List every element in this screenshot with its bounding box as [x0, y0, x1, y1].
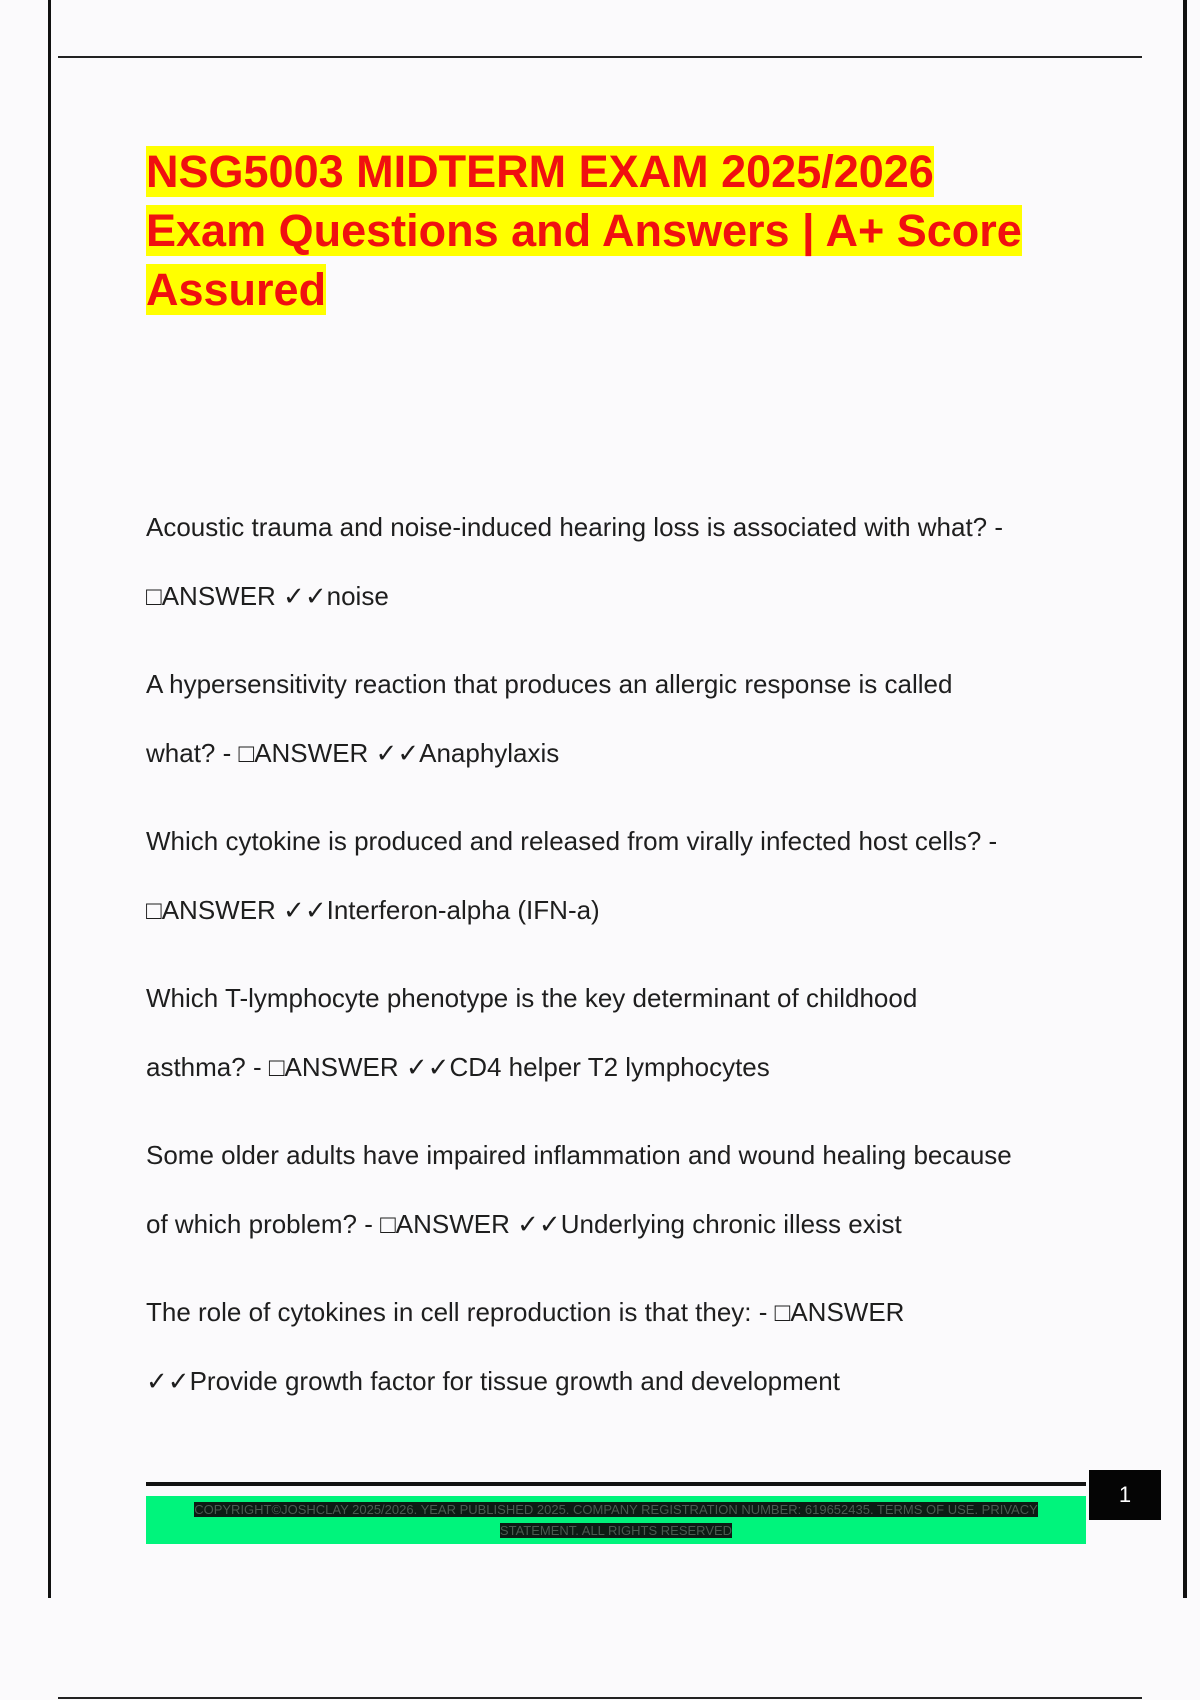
- page-border-right: [1183, 0, 1187, 1598]
- page-number: 1: [1089, 1470, 1161, 1520]
- answer-text: of which problem? - □ANSWER ✓✓Underlying chronic illess exist: [146, 1209, 902, 1239]
- answer-text: □ANSWER ✓✓Interferon-alpha (IFN-a): [146, 895, 600, 925]
- answer-text: what? - □ANSWER ✓✓Anaphylaxis: [146, 738, 560, 768]
- qa-item-2: [146, 650, 1106, 788]
- question-text: A hypersensitivity reaction that produces an allergic response is called: [146, 669, 953, 699]
- bottom-rule: [58, 1697, 1142, 1699]
- page-border-left: [48, 0, 51, 1598]
- footer-rule: [146, 1482, 1086, 1486]
- title-line-2: Exam Questions and Answers | A+ Score: [146, 205, 1022, 256]
- question-text: Which cytokine is produced and released from virally infected host cells? -: [146, 826, 998, 856]
- qa-item-6: [146, 1278, 1106, 1416]
- top-rule: [58, 56, 1142, 58]
- question-text: Some older adults have impaired inflammation and wound healing because: [146, 1140, 1012, 1170]
- question-text: Acoustic trauma and noise-induced hearing loss is associated with what? -: [146, 512, 1004, 542]
- title-line-1: NSG5003 MIDTERM EXAM 2025/2026: [146, 146, 934, 197]
- copyright-footer: [146, 1496, 1086, 1544]
- answer-text: asthma? - □ANSWER ✓✓CD4 helper T2 lymphocytes: [146, 1052, 770, 1082]
- answer-text: □ANSWER ✓✓noise: [146, 581, 389, 611]
- copyright-line-1: COPYRIGHT©JOSHCLAY 2025/2026. YEAR PUBLISHED 2025. COMPANY REGISTRATION NUMBER: 619652435. TERMS OF USE. PRIVACY: [194, 1502, 1038, 1517]
- qa-list: [146, 493, 1106, 1435]
- answer-text: ✓✓Provide growth factor for tissue growth and development: [146, 1366, 840, 1396]
- question-text: Which T-lymphocyte phenotype is the key determinant of childhood: [146, 983, 918, 1013]
- title-line-3: Assured: [146, 264, 327, 315]
- qa-item-1: [146, 493, 1106, 631]
- qa-item-5: [146, 1121, 1106, 1259]
- qa-item-4: [146, 964, 1106, 1102]
- qa-item-3: [146, 807, 1106, 945]
- copyright-line-2: STATEMENT. ALL RIGHTS RESERVED: [499, 1523, 733, 1538]
- document-title: [146, 142, 1106, 319]
- question-text: The role of cytokines in cell reproduction is that they: - □ANSWER: [146, 1297, 905, 1327]
